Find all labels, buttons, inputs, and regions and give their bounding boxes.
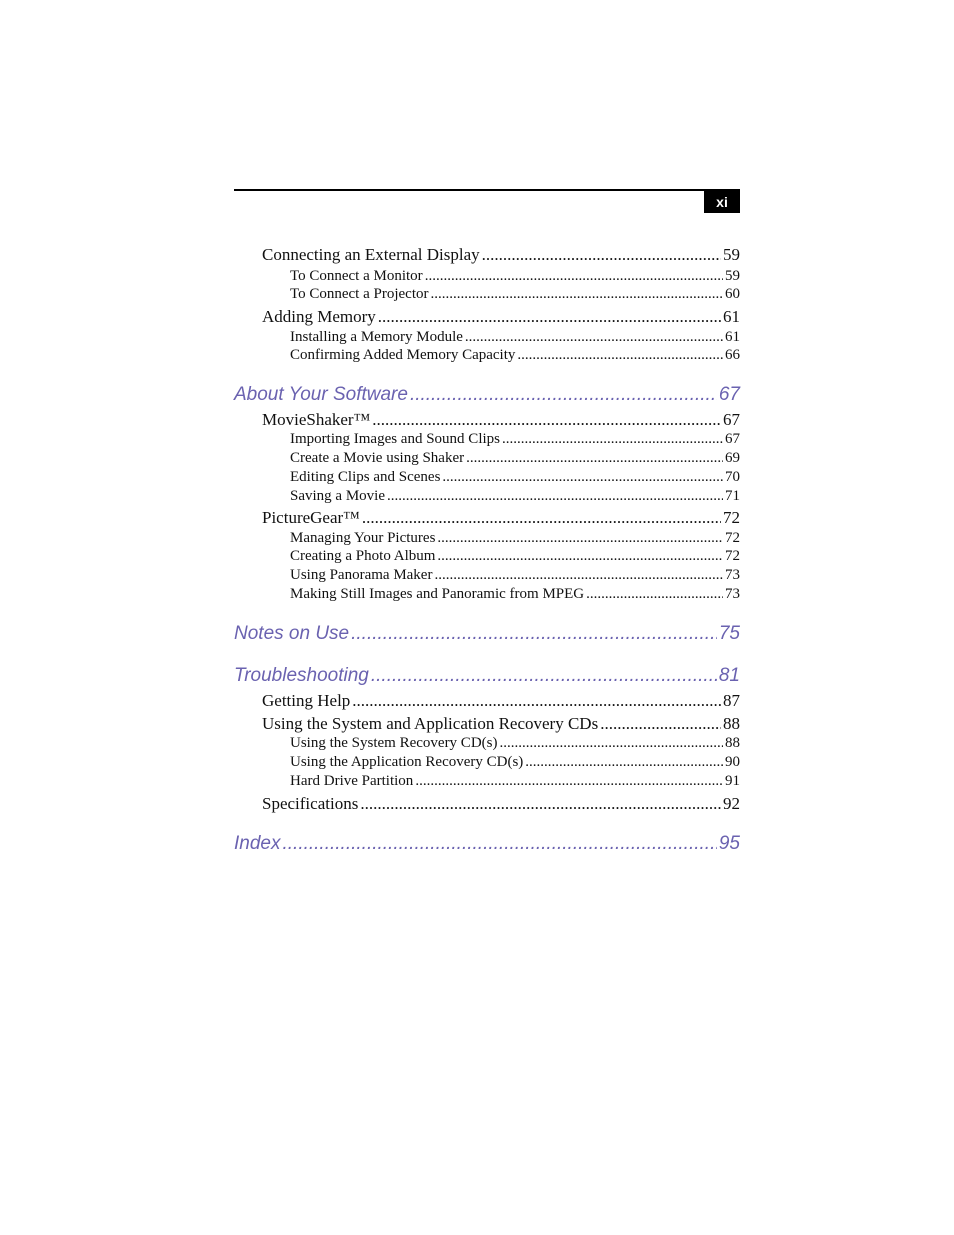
- toc-entry-page-number: 71: [725, 488, 740, 504]
- dot-leader: [586, 586, 723, 603]
- dot-leader: [282, 833, 716, 855]
- toc-entry-section[interactable]: [262, 714, 740, 734]
- toc-entry-section[interactable]: [262, 307, 740, 327]
- toc-entry-chapter[interactable]: [234, 623, 740, 645]
- toc-entry-section[interactable]: [262, 410, 740, 430]
- toc-entry-page-number: 60: [725, 286, 740, 302]
- dot-leader: [415, 773, 723, 790]
- toc-entry-label: To Connect a Monitor: [290, 268, 423, 284]
- toc-entry-page-number: 67: [725, 431, 740, 447]
- toc-entry-sub[interactable]: [290, 286, 740, 303]
- toc-entry-label: Using Panorama Maker: [290, 567, 433, 583]
- toc-entry-sub[interactable]: [290, 773, 740, 790]
- toc-entry-label: Creating a Photo Album: [290, 548, 436, 564]
- dot-leader: [425, 268, 723, 285]
- dot-leader: [431, 286, 724, 303]
- toc-entry-sub[interactable]: [290, 347, 740, 364]
- toc-entry-label: Specifications: [262, 794, 359, 813]
- toc-entry-label: Making Still Images and Panoramic from MPEG: [290, 586, 585, 602]
- toc-entry-page-number: 88: [723, 714, 740, 733]
- toc-entry-label: Using the Application Recovery CD(s): [290, 754, 524, 770]
- dot-leader: [517, 347, 723, 364]
- toc-entry-page-number: 92: [723, 794, 740, 813]
- toc-entry-sub[interactable]: [290, 450, 740, 467]
- toc-entry-label: Installing a Memory Module: [290, 329, 463, 345]
- dot-leader: [482, 245, 721, 265]
- dot-leader: [387, 488, 723, 505]
- toc-entry-label: Saving a Movie: [290, 488, 385, 504]
- toc-entry-label: Importing Images and Sound Clips: [290, 431, 500, 447]
- toc-entry-page-number: 75: [718, 623, 740, 644]
- dot-leader: [437, 548, 723, 565]
- toc-entry-page-number: 61: [725, 329, 740, 345]
- toc-entry-label: Adding Memory: [262, 307, 376, 326]
- dot-leader: [600, 714, 721, 734]
- toc-entry-sub[interactable]: [290, 754, 740, 771]
- dot-leader: [371, 665, 717, 687]
- toc-entry-sub[interactable]: [290, 548, 740, 565]
- dot-leader: [465, 329, 723, 346]
- toc-entry-label: Hard Drive Partition: [290, 773, 414, 789]
- toc-entry-page-number: 70: [725, 469, 740, 485]
- dot-leader: [442, 469, 723, 486]
- toc-entry-section[interactable]: [262, 794, 740, 814]
- toc-entry-page-number: 72: [723, 508, 740, 527]
- toc-entry-sub[interactable]: [290, 530, 740, 547]
- toc-entry-label: Managing Your Pictures: [290, 530, 436, 546]
- dot-leader: [410, 384, 717, 406]
- dot-leader: [360, 794, 721, 814]
- toc-entry-chapter[interactable]: [234, 665, 740, 687]
- dot-leader: [437, 530, 723, 547]
- toc-entry-page-number: 91: [725, 773, 740, 789]
- dot-leader: [372, 410, 721, 430]
- toc-entry-page-number: 69: [725, 450, 740, 466]
- toc-entry-label: Notes on Use: [234, 623, 350, 644]
- toc-entry-label: Index: [234, 833, 281, 854]
- toc-entry-page-number: 87: [723, 691, 740, 710]
- toc-entry-page-number: 95: [718, 833, 740, 854]
- toc-entry-label: Using the System and Application Recovery CDs: [262, 714, 599, 733]
- toc-entry-label: Troubleshooting: [234, 665, 369, 686]
- toc-entry-page-number: 81: [718, 665, 740, 686]
- dot-leader: [499, 735, 723, 752]
- toc-entry-sub[interactable]: [290, 431, 740, 448]
- toc-entry-page-number: 61: [723, 307, 740, 326]
- toc-entry-page-number: 90: [725, 754, 740, 770]
- toc-entry-label: Using the System Recovery CD(s): [290, 735, 498, 751]
- toc-entry-page-number: 73: [725, 586, 740, 602]
- toc-entry-page-number: 59: [723, 245, 740, 264]
- toc-entry-page-number: 72: [725, 530, 740, 546]
- toc-entry-label: Getting Help: [262, 691, 351, 710]
- dot-leader: [466, 450, 723, 467]
- dot-leader: [434, 567, 723, 584]
- page-number-badge: xi: [704, 191, 740, 213]
- toc-entry-sub[interactable]: [290, 735, 740, 752]
- toc-entry-label: MovieShaker™: [262, 410, 371, 429]
- toc-entry-section[interactable]: [262, 508, 740, 528]
- toc-entry-page-number: 73: [725, 567, 740, 583]
- toc-entry-label: To Connect a Projector: [290, 286, 429, 302]
- toc-entry-sub[interactable]: [290, 586, 740, 603]
- dot-leader: [351, 623, 717, 645]
- toc-entry-page-number: 66: [725, 347, 740, 363]
- toc-entry-label: PictureGear™: [262, 508, 360, 527]
- dot-leader: [378, 307, 721, 327]
- toc-entry-label: Confirming Added Memory Capacity: [290, 347, 516, 363]
- toc-entry-sub[interactable]: [290, 469, 740, 486]
- toc-entry-label: About Your Software: [234, 384, 408, 405]
- toc-entry-sub[interactable]: [290, 268, 740, 285]
- dot-leader: [525, 754, 723, 771]
- dot-leader: [362, 508, 721, 528]
- dot-leader: [352, 691, 721, 711]
- toc-entry-label: Connecting an External Display: [262, 245, 480, 264]
- toc-entry-sub[interactable]: [290, 488, 740, 505]
- toc-entry-label: Editing Clips and Scenes: [290, 469, 441, 485]
- toc-entry-page-number: 59: [725, 268, 740, 284]
- toc-entry-chapter[interactable]: [234, 833, 740, 855]
- toc-entry-sub[interactable]: [290, 329, 740, 346]
- toc-entry-page-number: 88: [725, 735, 740, 751]
- toc-entry-chapter[interactable]: [234, 384, 740, 406]
- toc-entry-page-number: 72: [725, 548, 740, 564]
- dot-leader: [502, 431, 723, 448]
- toc-entry-section[interactable]: [262, 691, 740, 711]
- toc-entry-page-number: 67: [718, 384, 740, 405]
- toc-entry-section[interactable]: [262, 245, 740, 265]
- toc-entry-sub[interactable]: [290, 567, 740, 584]
- toc-entry-label: Create a Movie using Shaker: [290, 450, 465, 466]
- toc-entry-page-number: 67: [723, 410, 740, 429]
